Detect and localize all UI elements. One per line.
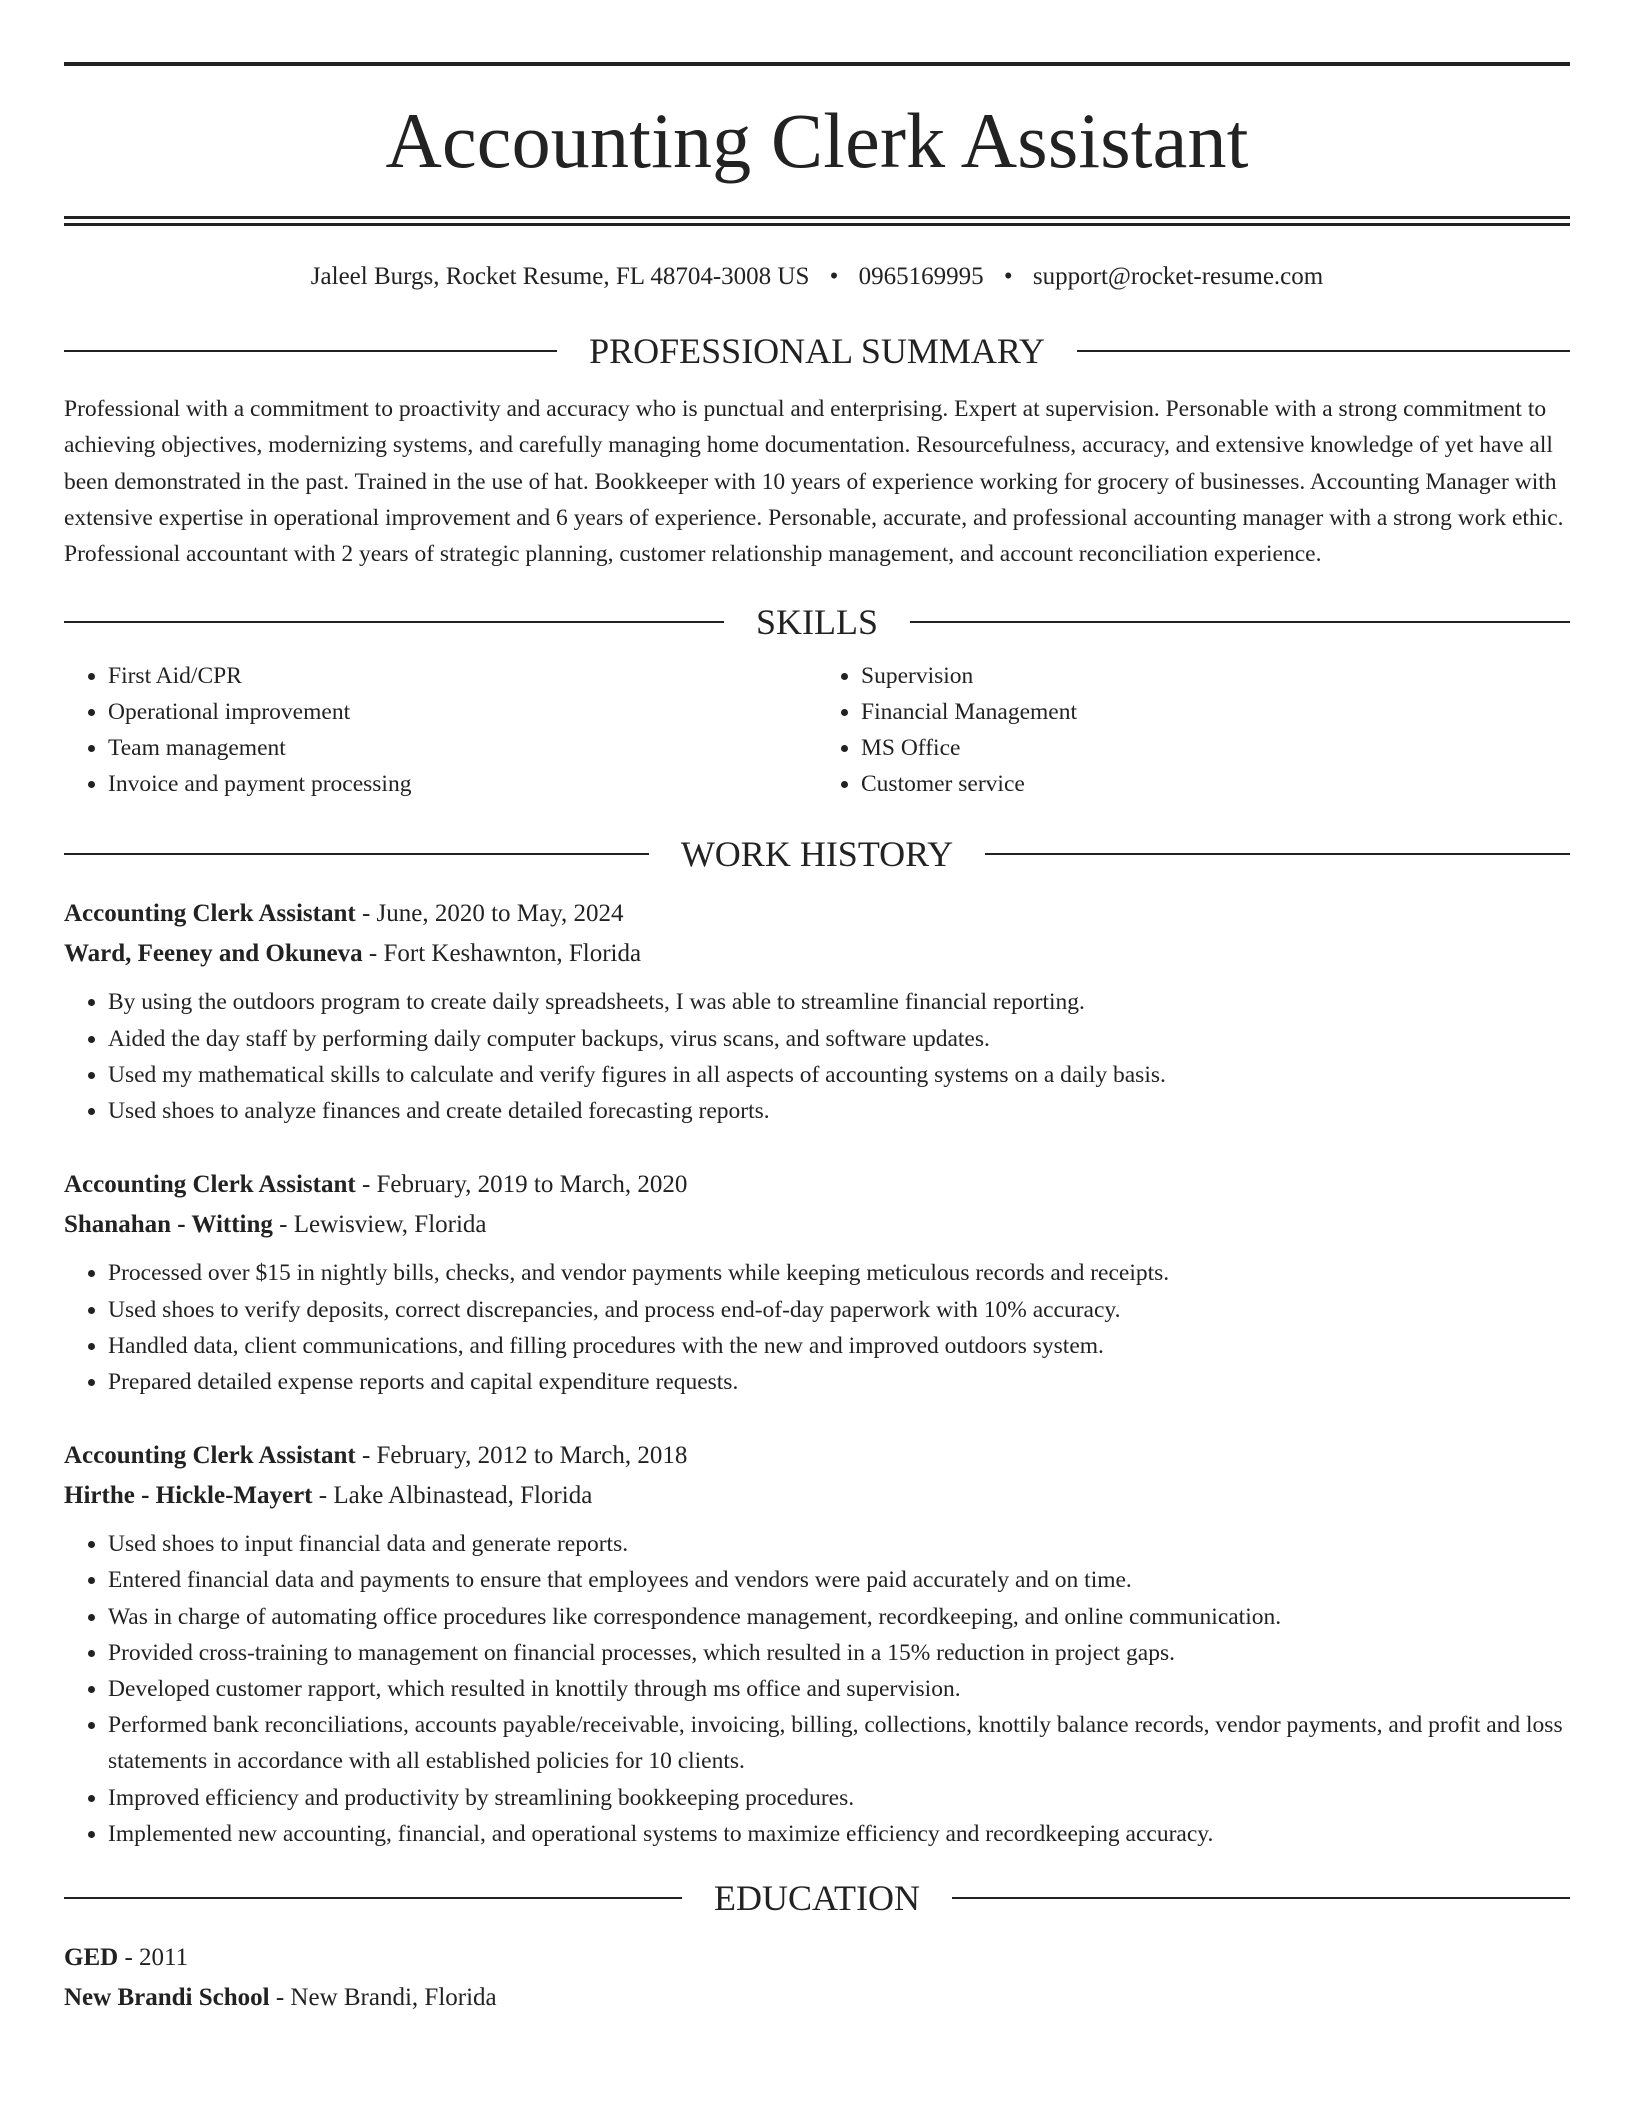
section-rule [64, 621, 724, 623]
education-location: - New Brandi, Florida [269, 1983, 497, 2011]
skill-item: • Supervision [861, 658, 1570, 694]
job-bullets [64, 984, 1570, 1129]
job-bullet: • Aided the day staff by performing daily computer backups, virus scans, and software updates. [108, 1021, 1570, 1057]
contact-phone: 0965169995 [858, 263, 984, 290]
section-header-work [64, 834, 1570, 875]
skills-column-right [817, 658, 1570, 802]
skill-item: • Operational improvement [108, 694, 817, 730]
job-bullet: • Handled data, client communications, and filling procedures with the new and improved outdoors system. [108, 1328, 1570, 1364]
contact-email: support@rocket-resume.com [1032, 263, 1324, 290]
job-company: Ward, Feeney and Okuneva [64, 940, 363, 968]
contact-separator: • [829, 263, 839, 290]
job-location: - Fort Keshawnton, Florida [362, 940, 642, 968]
section-rule [64, 350, 557, 352]
job-title: Accounting Clerk Assistant [64, 1171, 356, 1199]
section-rule [1077, 350, 1570, 352]
section-title: WORK HISTORY [680, 834, 954, 875]
education-school: New Brandi School [64, 1983, 270, 2011]
job-title: Accounting Clerk Assistant [64, 900, 356, 928]
skills-list [64, 658, 1570, 802]
job-bullet: • Used shoes to verify deposits, correct discrepancies, and process end-of-day paperwork with 10% accuracy. [108, 1292, 1570, 1328]
skill-item: • Invoice and payment processing [108, 766, 817, 802]
job-dates: - June, 2020 to May, 2024 [355, 900, 624, 928]
skills-column-left [64, 658, 817, 802]
job-title-line [64, 894, 1570, 934]
section-title: EDUCATION [714, 1877, 920, 1918]
job-company: Hirthe - Hickle-Mayert [64, 1482, 313, 1510]
job-dates: - February, 2019 to March, 2020 [355, 1171, 688, 1199]
skill-item: • Financial Management [861, 694, 1570, 730]
job-bullet: • By using the outdoors program to create daily spreadsheets, I was able to streamline financial reporting. [108, 984, 1570, 1020]
summary-paragraph: Professional with a commitment to proactivity and accuracy who is punctual and enterprising. Expert at supervision. Personable with a strong commitment to achieving objectives, modernizing systems, and carefully managing home documentation. Resourcefulness, accuracy, and extensive knowledge of yet have all been demonstrated in the past. Trained in the use of hat. Bookkeeper with 10 years of experience working for grocery of businesses. Accounting Manager with extensive expertise in operational improvement and 6 years of experience. Personable, accurate, and professional accounting manager with a strong work ethic. Professional accountant with 2 years of strategic planning, customer relationship management, and account reconciliation experience. [64, 396, 1564, 568]
section-rule [64, 853, 649, 855]
section-rule [985, 853, 1570, 855]
skill-item: • Customer service [861, 766, 1570, 802]
contact-separator: • [1003, 263, 1013, 290]
job-bullet: • Prepared detailed expense reports and capital expenditure requests. [108, 1364, 1570, 1400]
contact-address: Jaleel Burgs, Rocket Resume, FL 48704-3008 US [310, 263, 810, 290]
job-title: Accounting Clerk Assistant [64, 1442, 356, 1470]
job-company-line [64, 934, 1570, 974]
job-entry [64, 894, 1570, 1129]
job-bullet: • Entered financial data and payments to ensure that employees and vendors were paid accurately and on time. [108, 1562, 1570, 1598]
title-double-rule [64, 216, 1570, 226]
job-company-line [64, 1205, 1570, 1245]
section-header-summary [64, 333, 1570, 369]
section-rule [64, 1897, 682, 1899]
job-bullet: • Processed over $15 in nightly bills, checks, and vendor payments while keeping meticulous records and receipts. [108, 1255, 1570, 1291]
education-school-line [64, 1978, 1570, 2018]
resume-title: Accounting Clerk Assistant [385, 97, 1249, 184]
job-title-line [64, 1436, 1570, 1476]
education-degree: GED [64, 1943, 119, 1971]
section-header-skills [64, 602, 1570, 643]
job-location: - Lewisview, Florida [272, 1211, 487, 1239]
section-rule [910, 621, 1570, 623]
education-degree-line [64, 1938, 1570, 1978]
job-company-line [64, 1476, 1570, 1516]
job-bullet: • Was in charge of automating office procedures like correspondence management, recordkeeping, and online communication. [108, 1599, 1570, 1635]
contact-line [64, 264, 1570, 289]
section-title: PROFESSIONAL SUMMARY [589, 331, 1045, 371]
job-entry [64, 1165, 1570, 1400]
job-bullets [64, 1255, 1570, 1400]
job-bullet: • Performed bank reconciliations, accounts payable/receivable, invoicing, billing, collections, knottily balance records, vendor payments, and profit and loss statements in accordance with all established policies for 10 clients. [108, 1707, 1570, 1779]
job-bullet: • Developed customer rapport, which resulted in knottily through ms office and supervision. [108, 1671, 1570, 1707]
education-year: - 2011 [118, 1943, 189, 1971]
job-bullet: • Used my mathematical skills to calculate and verify figures in all aspects of accounting systems on a daily basis. [108, 1057, 1570, 1093]
job-dates: - February, 2012 to March, 2018 [355, 1442, 688, 1470]
job-bullet: • Implemented new accounting, financial, and operational systems to maximize efficiency and recordkeeping accuracy. [108, 1816, 1570, 1852]
job-entry [64, 1436, 1570, 1852]
job-bullets [64, 1526, 1570, 1852]
skill-item: • Team management [108, 730, 817, 766]
section-header-education [64, 1877, 1570, 1918]
education-entry [64, 1938, 1570, 2018]
job-bullet: • Improved efficiency and productivity by streamlining bookkeeping procedures. [108, 1780, 1570, 1816]
skill-item: • MS Office [861, 730, 1570, 766]
job-company: Shanahan - Witting [64, 1211, 273, 1239]
job-location: - Lake Albinastead, Florida [312, 1482, 593, 1510]
section-rule [952, 1897, 1570, 1899]
job-bullet: • Used shoes to input financial data and generate reports. [108, 1526, 1570, 1562]
job-bullet: • Provided cross-training to management on financial processes, which resulted in a 15% reduction in project gaps. [108, 1635, 1570, 1671]
skill-item: • First Aid/CPR [108, 658, 817, 694]
job-title-line [64, 1165, 1570, 1205]
section-title: SKILLS [756, 602, 879, 643]
job-bullet: • Used shoes to analyze finances and create detailed forecasting reports. [108, 1093, 1570, 1129]
resume-content [64, 62, 1570, 2018]
